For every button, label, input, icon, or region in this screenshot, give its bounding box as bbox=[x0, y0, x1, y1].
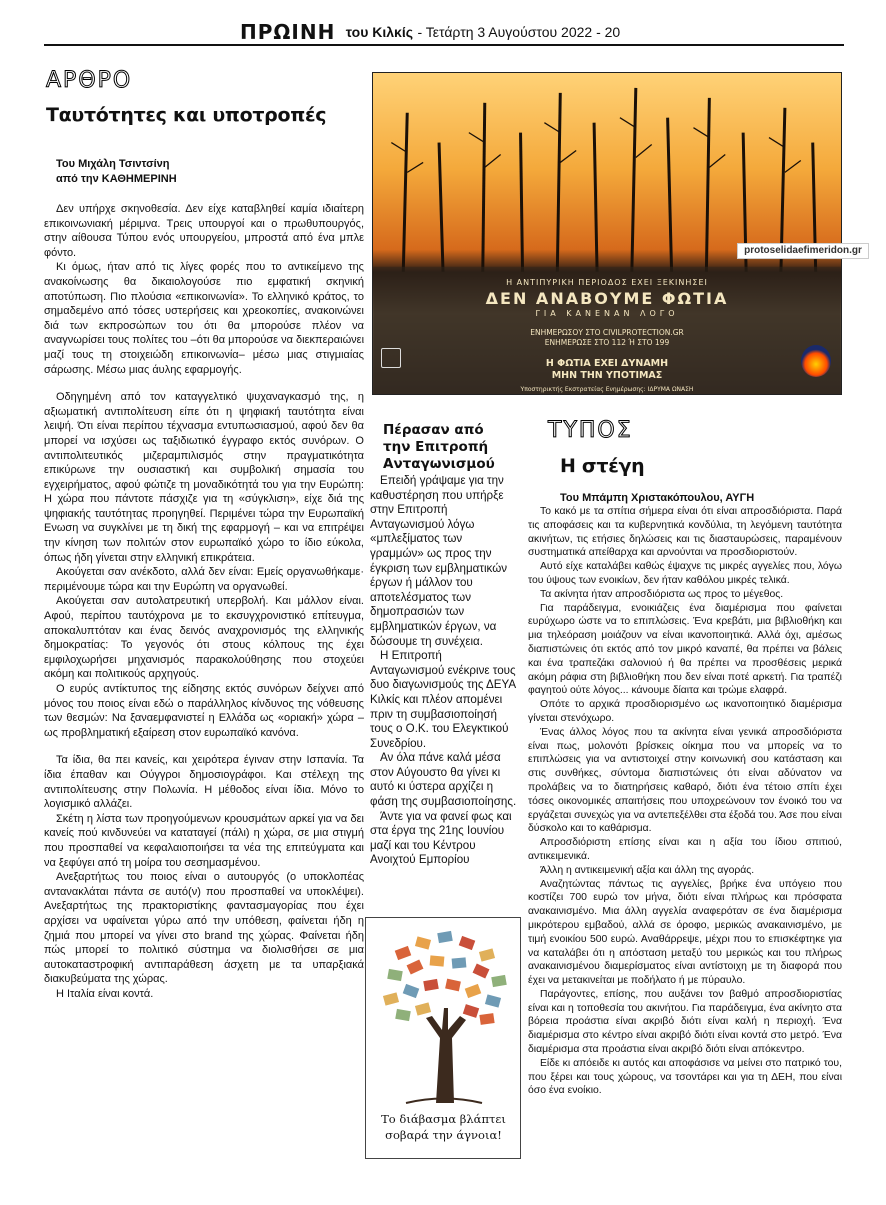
brief-paragraph: Η Επιτροπή Ανταγωνισμού ενέκρινε τους δυο διαγωνισμούς της ΔΕΥΑ Κιλκίς και πλέον απομένει πριν τη συμβασιοποίησή τους ο Ο.Κ. του Ελεγκτικού Συνεδρίου. bbox=[370, 649, 516, 750]
article1-paragraph: Ο ευρύς αντίκτυπος της είδησης εκτός συνόρων δείχνει από μόνος του ποιος είναι εδώ ο παράλληλος κίνδυνος της νόθευσης των θεσμών: Να ξαναεμφανιστεί η Ελλάδα ως «οριακή» χώρα – ως προβληματική εξαίρεση στον ευρωπαϊκό κανόνα. bbox=[44, 683, 364, 739]
article1-paragraph: Ακούγεται σαν ανέκδοτο, αλλά δεν είναι: Εμείς οργανωθήκαμε· περιμένουμε τώρα και την Ευρώπη να οργανωθεί. bbox=[44, 566, 364, 593]
tree-caption bbox=[372, 1111, 515, 1143]
article2-paragraph: Το κακό με τα σπίτια σήμερα είναι ότι είναι απροσδιόριστα. Παρά τις αποφάσεις και τα κυβερνητικά κονδύλια, τη λεγόμενη ταυτότητα ακινήτων, τις ετήσιες δηλώσεις και τις διασταυρώσεις, παραμένουν συστηματικά απείθαρχα και αρνούνται να προσδιοριστούν. bbox=[528, 506, 842, 559]
newspaper-brand: ΠΡΩΙΝΗ bbox=[240, 20, 336, 44]
reading-tree-illustration bbox=[365, 917, 521, 1159]
newspaper-subtitle: του Κιλκίς bbox=[345, 24, 413, 40]
article2-paragraph: Ένας άλλος λόγος που τα ακίνητα είναι γενικά απροσδιόριστα είναι πως, μολονότι βρίσκεις οίκημα που να μπορείς να το επιπλώσεις για να αντιστοιχεί στην κοινωνική σου κατάσταση και στις συνθήκες, σύντομα διαπιστώνεις ότι είναι αδύνατον να προλάβεις να το διατηρήσεις καθαρό, διότι ένα τέτοιο σπίτι έχει τόσες οικονομικές απαιτήσεις που υποχρεώνουν τον ένοικό του να εργάζεται συνεχώς για να αντεπεξέλθει στα έξοδά του. Άσε που είναι δύσκολο και το καθάρισμα. bbox=[528, 726, 842, 835]
article2-paragraph: Για παράδειγμα, ενοικιάζεις ένα διαμέρισμα που φαίνεται ευρύχωρο ώστε να το επιπλώσεις. Ένα κρεβάτι, μια βιβλιοθήκη και μια τηλεόραση μοιάζουν να είναι ικανοποιητικά. Αλλά όχι, αμέσως διαπιστώνεις ότι εκτός από τον μικρό καναπέ, θα πρέπει να βάλεις και ένα τραπεζάκι σαλονιού ή θα πρέπει να προσθέσεις μερικά ακόμη ράφια στη βιβλιοθήκη που δεν είναι ποτέ αρκετή. Για τραπέζι φαγητού ούτε λόγος... κάνουμε δίαιτα και τρώμε ελαφρά. bbox=[528, 602, 842, 697]
poster-info-phone: ΕΝΗΜΕΡΩΣΕ ΣΤΟ 112 Ή ΣΤΟ 199 bbox=[544, 338, 670, 347]
article2-paragraph: Αναζητώντας πάντως τις αγγελίες, βρήκε ένα υπόγειο που κοστίζει 700 ευρώ τον μήνα, διότι είναι πλήρως και πρόσφατα ανακαινισμένο. Μια άλλη αγγελία αναφερόταν σε ένα διαμέρισμα μικρότερου εμβαδού, αλλά σε όροφο, μερικώς ανακαινισμένο, με τιμή ενοικίου 500 ευρώ. Αναθάρρεψε, μέχρι που το επισκέφτηκε για να καταλάβει ότι η απόσταση μεταξύ του μερικώς και του πλήρως ανακαινισμένου διαμερίσματος είναι αντίστοιχη με τη διαφορά που έχει να μετακινείται με ποδήλατο ή με πύραυλο. bbox=[528, 878, 842, 987]
masthead bbox=[240, 20, 640, 46]
fire-prevention-poster bbox=[372, 72, 842, 395]
poster-tagline-1: Η ΦΩΤΙΑ ΕΧΕΙ ΔΥΝΑΜΗ bbox=[545, 358, 669, 369]
poster-kicker: Η ΑΝΤΙΠΥΡΙΚΗ ΠΕΡΙΟΔΟΣ ΕΧΕΙ ΞΕΚΙΝΗΣΕΙ bbox=[506, 278, 708, 287]
article2-byline: Του Μπάμπη Χριστακόπουλου, ΑΥΓΗ bbox=[560, 492, 755, 504]
government-seal-icon bbox=[381, 348, 401, 368]
article1-paragraph: Τα ίδια, θα πει κανείς, και χειρότερα έγιναν στην Ισπανία. Τα ίδια έπαθαν και Ούγγροι δημοσιογράφοι. Και στέλεχη της αντιπολίτευσης στην Πολωνία. Η μέθοδος είναι ίδια. Μόνο το λογισμικό αλλάζει. bbox=[44, 754, 364, 811]
article1-author: Του Μιχάλη Τσιντσίνη bbox=[56, 158, 170, 170]
poster-subheadline: ΓΙΑ ΚΑΝΕΝΑΝ ΛΟΓΟ bbox=[535, 309, 679, 318]
article1-paragraph: Ακούγεται σαν αυτολατρευτική υπερβολή. Και μάλλον είναι. Αφού, περίπου ταυτόχρονα με το εκσυγχρονιστικό επίτευγμα, αποκαλυπτόταν και ένας δεινός αναχρονισμός της ελληνικής δημοκρατίας: Το γεγονός ότι στους κόλπους της έχει εμφιλοχωρήσει μηχανισμός παρακολούθησης που στοχεύει ακόμη και πολιτικούς αρχηγούς. bbox=[44, 595, 364, 681]
article2-paragraph: Παράγοντες, επίσης, που αυξάνει τον βαθμό απροσδιοριστίας είναι και η τοποθεσία του ακινήτου. Για παράδειγμα, ένα ακίνητο στα βόρεια προάστια είναι ακριβό διότι είναι καλή η περιοχή. Ένα διαμέρισμα στο κέντρο είναι ακριβό διότι είναι κοντά στο μετρό. Ένα διαμέρισμα στα προάστια είναι ακριβό διότι είναι απόκεντρο. bbox=[528, 988, 842, 1056]
article2-paragraph: Τα ακίνητα ήταν απροσδιόριστα ως προς το μέγεθος. bbox=[540, 588, 784, 600]
article1-title: Ταυτότητες και υποτροπές bbox=[46, 104, 327, 126]
poster-sponsor: Υποστηρικτής Εκστρατείας Ενημέρωσης: ΙΔΡΥΜΑ ΩΝΑΣΗ bbox=[520, 386, 694, 393]
brief-title-line: Πέρασαν από bbox=[383, 422, 484, 438]
poster-tagline-2: ΜΗΝ ΤΗΝ ΥΠΟΤΙΜΑΣ bbox=[551, 370, 663, 381]
brief-title-line: Ανταγωνισμού bbox=[383, 456, 495, 472]
article1-paragraph: Δεν υπήρχε σκηνοθεσία. Δεν είχε καταβληθεί καμία ιδιαίτερη επικοινωνιακή μέριμνα. Τρεις υπουργοί και ο πρωθυπουργός, στην αίθουσα Τύπου ενός υπουργείου, μπροστά από ένα μπλε φόντο. bbox=[44, 203, 364, 259]
article2-paragraph: Είδε κι απόειδε κι αυτός και αποφάσισε να μείνει στο πατρικό του, που ξέρει και τους χώρους, να τσοντάρει και για τη ΔΕΗ, που είναι όσο ένα ενοίκιο. bbox=[528, 1057, 842, 1097]
article1-body bbox=[44, 202, 364, 1001]
article2-paragraph: Οπότε το αρχικά προσδιορισμένο ως ικανοποιητικό διαμέρισμα γίνεται στενόχωρο. bbox=[528, 699, 842, 724]
article1-paragraph: Ανεξαρτήτως του ποιος είναι ο αυτουργός (ο υποκλοπέας αντανακλάται πάντα σε αυτό(ν) που προσπαθεί να υποκλέψει). Ανεξαρτήτως της πρακτοριστίκης φαντασμαγορίας που έχει αρχίσει να υφαίνεται γύρω από την υπόθεση, φαίνεται ήδη η ζημιά που μπορεί να γίνει στο brand της χώρας. Φαίνεται ήδη πώς μπορεί το πολιτικό σύστημα να διολισθήσει σε μια αυτοκαταστροφική αντιπαράθεση άσχετη με τα υπαρξιακά διακυβεύματα της χώρας. bbox=[44, 871, 364, 986]
watermark: protoselidaefimeridon.gr bbox=[737, 243, 869, 259]
brief-paragraph: Αν όλα πάνε καλά μέσα στον Αύγουστο θα γίνει κι αυτό κι ύστερα αρχίζει η φάση της συμβασιοποίησης. bbox=[370, 751, 517, 809]
article2-paragraph: Άλλη η αντικειμενική αξία και άλλη της αγοράς. bbox=[540, 864, 755, 876]
article1-paragraph: Σκέτη η λίστα των προηγούμενων κρουσμάτων αρκεί για να δει κανείς πού κινδυνεύει να καταταγεί (πάλι) η χώρα, σε μια στιγμή που προσπαθεί να κεφαλαιοποιήσει τα νέα της επιτεύγματα και να ξεφύγει από τη μοίρα του σεσημασμένου. bbox=[44, 812, 364, 869]
poster-info-website: ΕΝΗΜΕΡΩΣΟΥ ΣΤΟ CIVILPROTECTION.GR bbox=[530, 328, 684, 337]
article2-paragraph: Αυτό είχε καταλάβει καθώς έψαχνε τις μικρές αγγελίες που, λόγω του ύψους των ενοικίων, δεν ήταν καθόλου μικρές τελικά. bbox=[528, 561, 842, 586]
article1-byline bbox=[56, 157, 177, 187]
article1-source: από την ΚΑΘΗΜΕΡΙΝΗ bbox=[56, 173, 177, 185]
issue-date: - Τετάρτη 3 Αυγούστου 2022 - 20 bbox=[417, 24, 621, 40]
masthead-rule bbox=[44, 44, 844, 46]
brief-paragraph: Άντε για να φανεί φως και στα έργα της 21ης Ιουνίου μαζί και του Κέντρου Ανοιχτού Εμπορίου bbox=[370, 809, 512, 867]
brief-paragraph: Επειδή γράψαμε για την καθυστέρηση που υπήρξε στην Επιτροπή Ανταγωνισμού λόγω «μπλεξίματος των γραμμών» ως προς την έγκριση των εμβληματικών έργων ή μάλλον του αποτελέσματος των δημοπρασιών των εμβληματικών έργων, να δώσουμε τη συνέχεια. bbox=[370, 474, 508, 648]
article1-paragraph: Η Ιταλία είναι κοντά. bbox=[56, 987, 154, 1000]
article1-paragraph: Οδηγημένη από τον καταγγελτικό ψυχαναγκασμό της, η αξιωματική αντιπολίτευση είπε ότι η ψηφιακή ταυτότητα είναι λειψή. Ότι είναι περίπου τέχνασμα εντυπωσιασμού, αφού δεν θα μπορεί να ισχύσει ως ταξιδιωτικό έγγραφο εκτός συνόρων. Ο αντιπολιτευτικός μιζεραμπιλισμός στην πραγματικότητα επικύρωνε την ουσιαστική και συμβολική σημασία του εγχειρήματος, αφού φώτιζε τη μοναδικότητά του για την Ευρώπη: Η χώρα που πάντοτε πάσχιζε για τη «σύγκλιση», είχε διά της ψηφιακής ταυτότητας προηγηθεί. Περιμένει τώρα την Ευρωπαϊκή Ενωση να συγκλίνει με τη δική της εφαρμογή – και να επιτρέψει την κίνηση των πολιτών στον ευρωπαϊκό χώρο το ίδιο εύκολα, όπως ήδη γίνεται στην ελληνική επικράτεια. bbox=[44, 391, 364, 564]
brief-body bbox=[370, 474, 517, 868]
article1-paragraph: Κι όμως, ήταν από τις λίγες φορές που το αντικείμενο της ανακοίνωσης θα δικαιολογούσε πιο εμφατική σκηνική αποτύπωση. Πιο πλούσια «επικοινωνία». Το ελληνικό κράτος, το σημαδεμένο από τόσες υστερήσεις και χρεοκοπίες, ανακοινώνει διά των εκπροσώπων του ότι θα μπορούσε πλέον να αναγνωρίσει τους πολίτες του –ότι θα μπορούσε να διεκπεραιώνει μαζί τους τη στοιχειώδη επικοινωνία– μέσω μιας στιγμιαίας σάρωσης. Μέσω μιας άυλης εφαρμογής. bbox=[44, 261, 365, 376]
poster-headline: ΔΕΝ ΑΝΑΒΟΥΜΕ ΦΩΤΙΑ bbox=[485, 289, 729, 308]
fire-service-emblem-icon bbox=[801, 345, 831, 377]
brief-title bbox=[383, 422, 513, 473]
article2-paragraph: Απροσδιόριστη επίσης είναι και η αξία του ίδιου σπιτιού, αντικειμενικά. bbox=[528, 837, 842, 862]
section-label-typos: ΤΥΠΟΣ bbox=[548, 418, 633, 443]
tree-caption-line: Το διάβασμα βλάπτει bbox=[381, 1112, 506, 1126]
tree-caption-line: σοβαρά την άγνοια! bbox=[385, 1128, 502, 1142]
section-label-arthro: ΑΡΘΡΟ bbox=[46, 68, 133, 93]
book-tree-icon bbox=[366, 918, 521, 1108]
article2-title: Η στέγη bbox=[560, 455, 645, 477]
article2-body bbox=[528, 505, 842, 1098]
brief-title-line: την Επιτροπή bbox=[383, 439, 489, 455]
